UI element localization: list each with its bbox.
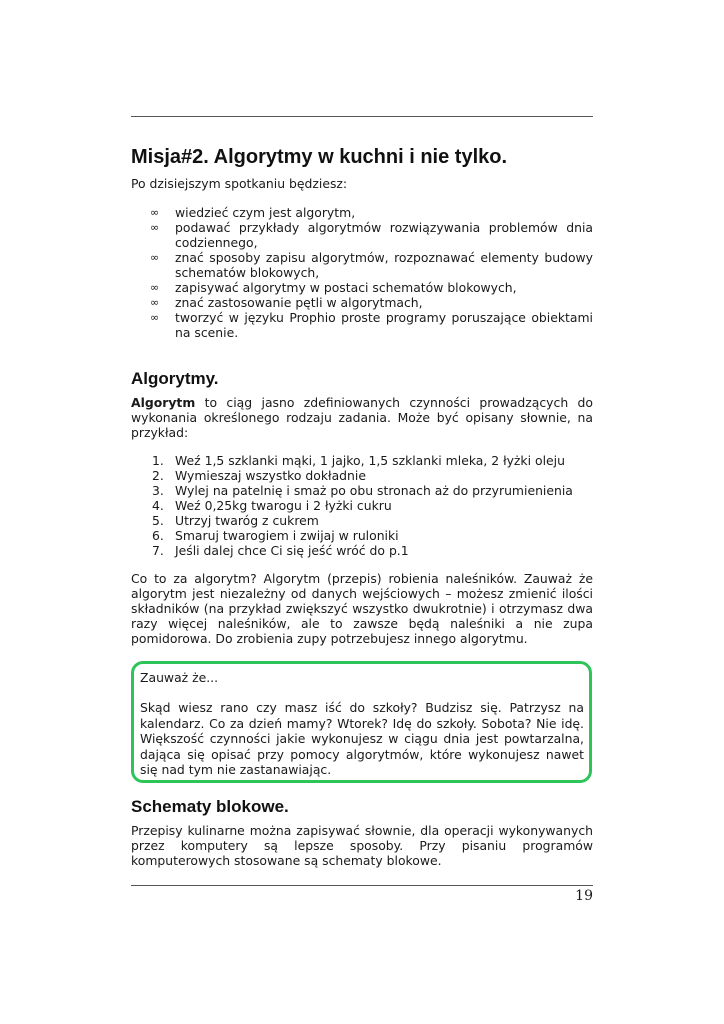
algorithm-definition bbox=[131, 395, 593, 440]
recipe-step: 1. Weź 1,5 szklanki mąki, 1 jajko, 1,5 szklanki mleka, 2 łyżki oleju bbox=[152, 453, 565, 468]
page-number: 19 bbox=[575, 888, 593, 904]
recipe-step: 5. Utrzyj twaróg z cukrem bbox=[152, 513, 319, 528]
goal-item: ∞ wiedzieć czym jest algorytm, bbox=[150, 205, 356, 220]
definition-term: Algorytm bbox=[131, 395, 196, 410]
infinity-bullet-icon: ∞ bbox=[150, 296, 160, 309]
goals-list bbox=[150, 205, 593, 340]
page-heading: Misja#2. Algorytmy w kuchni i nie tylko. bbox=[131, 146, 508, 168]
recipe-step: 7. Jeśli dalej chce Ci się jeść wróć do p.1 bbox=[152, 543, 409, 558]
infinity-bullet-icon: ∞ bbox=[150, 221, 160, 234]
note-title: Zauważ że... bbox=[140, 670, 219, 685]
goal-item: ∞ znać sposoby zapisu algorytmów, rozpoznawać elementy budowy schematów blokowych, bbox=[150, 250, 593, 280]
goal-item: ∞ tworzyć w języku Prophio proste programy poruszające obiektami na scenie. bbox=[150, 310, 593, 340]
goal-item: ∞ zapisywać algorytmy w postaci schematów blokowych, bbox=[150, 280, 517, 295]
recipe-step: 3. Wylej na patelnię i smaż po obu stronach aż do przyrumienienia bbox=[152, 483, 573, 498]
note-body: Skąd wiesz rano czy masz iść do szkoły? Budzisz się. Patrzysz na kalendarz. Co za dzień mamy? Wtorek? Idę do szkoły. Sobota? Nie idę. Większość czynności jakie wykonujesz w ciągu dnia jest powtarzalna, dająca się opisać przy pomocy algorytmów, które wykonujesz nawet się nad tym nie zastanawiając. bbox=[140, 700, 584, 778]
note-content bbox=[140, 670, 584, 777]
infinity-bullet-icon: ∞ bbox=[150, 206, 160, 219]
recipe-step: 4. Weź 0,25kg twarogu i 2 łyżki cukru bbox=[152, 498, 392, 513]
footer-rule bbox=[131, 885, 593, 886]
goal-item: ∞ znać zastosowanie pętli w algorytmach, bbox=[150, 295, 423, 310]
note-spacer bbox=[140, 685, 584, 700]
infinity-bullet-icon: ∞ bbox=[150, 281, 160, 294]
section-title-algorytmy: Algorytmy. bbox=[131, 369, 219, 388]
goal-item: ∞ podawać przykłady algorytmów rozwiązywania problemów dnia codziennego, bbox=[150, 220, 593, 250]
recipe-step: 2. Wymieszaj wszystko dokładnie bbox=[152, 468, 366, 483]
intro-text: Po dzisiejszym spotkaniu będziesz: bbox=[131, 176, 348, 191]
recipe-step: 6. Smaruj twarogiem i zwijaj w ruloniki bbox=[152, 528, 399, 543]
algorithm-explanation: Co to za algorytm? Algorytm (przepis) robienia naleśników. Zauważ że algorytm jest niezależny od danych wejściowych – możesz zmienić ilości składników (na przykład zwiększyć wszystko dwukrotnie) i otrzymasz dwa razy więcej naleśników, ale to zawsze będą naleśniki a nie zupa pomidorowa. Do zrobienia zupy potrzebujesz innego algorytmu. bbox=[131, 571, 593, 646]
header-rule bbox=[131, 116, 593, 117]
recipe-steps-list bbox=[152, 453, 573, 558]
section-title-schematy: Schematy blokowe. bbox=[131, 797, 289, 816]
flowchart-intro: Przepisy kulinarne można zapisywać słownie, dla operacji wykonywanych przez komputery są lepsze sposoby. Przy pisaniu programów komputerowych stosowane są schematy blokowe. bbox=[131, 823, 593, 868]
infinity-bullet-icon: ∞ bbox=[150, 251, 160, 264]
definition-text: to ciąg jasno zdefiniowanych czynności prowadzących do wykonania określonego rodzaju zadania. Może być opisany słownie, na przykład: bbox=[131, 395, 593, 440]
infinity-bullet-icon: ∞ bbox=[150, 311, 160, 324]
